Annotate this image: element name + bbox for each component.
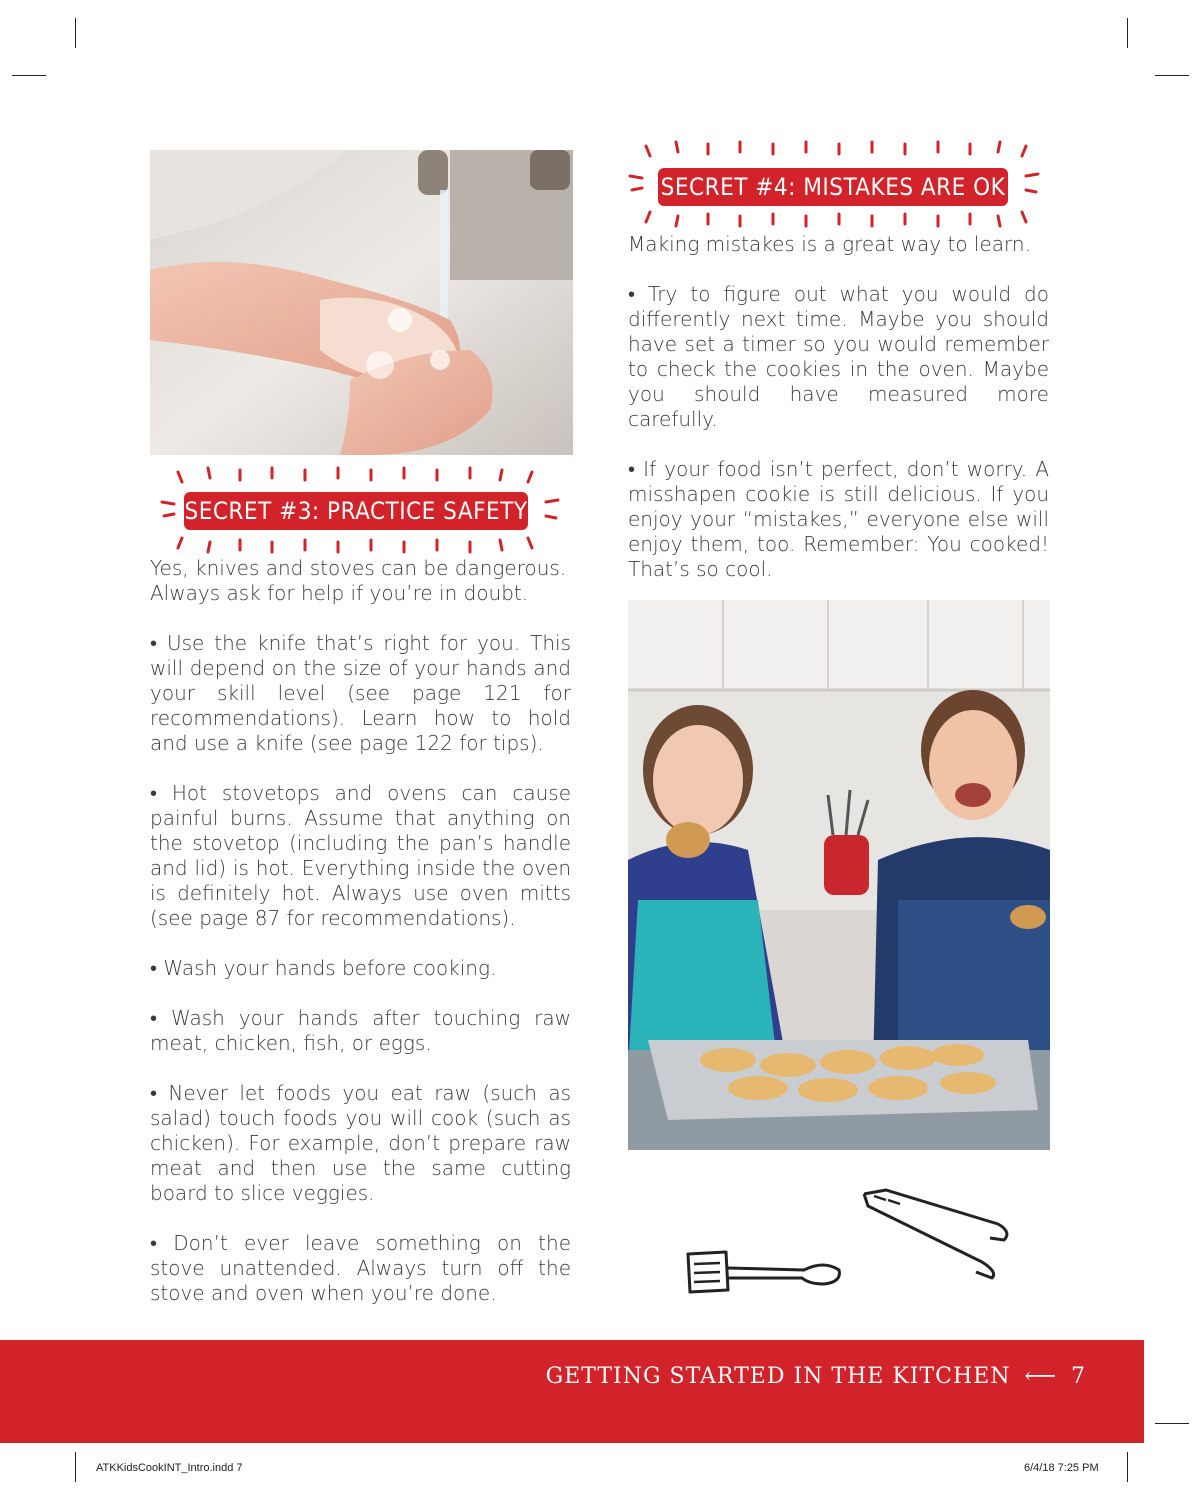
- crop-mark: [1155, 1423, 1189, 1424]
- secret3-tip-knife: • Use the knife that’s right for you. This will depend on the size of your hands and your skill level (see page 121 for recommendations). Learn how to hold and use a knife (see page 122 for tips).: [150, 631, 571, 755]
- crop-mark: [1127, 18, 1128, 48]
- footer-bar: [0, 1340, 1144, 1443]
- secret4-heading-badge: [628, 136, 1040, 232]
- spatula-icon: [684, 1246, 846, 1298]
- secret3-intro: Yes, knives and stoves can be dangerous. Always ask for help if you’re in doubt.: [150, 556, 567, 605]
- running-footer: [546, 1364, 1086, 1389]
- tongs-icon: [858, 1188, 1014, 1280]
- crop-mark: [75, 1452, 76, 1482]
- slug-filename: ATKKidsCookINT_Intro.indd 7: [96, 1462, 243, 1474]
- section-title: GETTING STARTED IN THE KITCHEN: [545, 1364, 1011, 1389]
- secret4-body: [628, 232, 1049, 607]
- arrow-left-icon: ⟵: [1024, 1364, 1057, 1389]
- crop-mark: [1155, 75, 1189, 76]
- secret3-tip-wash-after: • Wash your hands after touching raw meat, chicken, fish, or eggs.: [150, 1006, 571, 1055]
- crop-mark: [1127, 1452, 1128, 1482]
- secret4-intro: Making mistakes is a great way to learn.: [628, 232, 1031, 256]
- slug-timestamp: 6/4/18 7:25 PM: [1024, 1462, 1099, 1474]
- handwashing-photo: [150, 150, 573, 455]
- secret3-body: [150, 556, 571, 1331]
- page-number: 7: [1071, 1364, 1086, 1389]
- crop-mark: [75, 18, 76, 48]
- secret3-tip-raw-foods: • Never let foods you eat raw (such as salad) touch foods you will cook (such as chicken). For example, don’t prepare raw meat and then use the same cutting board to slice veggies.: [150, 1081, 571, 1205]
- secret4-title: SECRET #4: MISTAKES ARE OK: [658, 168, 1008, 206]
- secret4-tip-dont-worry: • If your food isn’t perfect, don’t worry. A misshapen cookie is still delicious. If you enjoy your “mistakes,” everyone else will enjoy them, too. Remember: You cooked! That’s so cool.: [628, 457, 1049, 581]
- secret4-tip-figure-out: • Try to figure out what you would do differently next time. Maybe you should have set a timer so you would remember to check the cookies in the oven. Maybe you should have measured more carefully.: [628, 282, 1049, 431]
- secret3-heading-badge: [160, 462, 560, 558]
- crop-mark: [12, 75, 46, 76]
- secret3-tip-unattended: • Don’t ever leave something on the stove unattended. Always turn off the stove and oven when you’re done.: [150, 1231, 571, 1305]
- secret3-tip-wash-before: • Wash your hands before cooking.: [150, 956, 497, 980]
- kids-cookies-photo: [628, 600, 1050, 1150]
- secret3-tip-burns: • Hot stovetops and ovens can cause painful burns. Assume that anything on the stovetop (including the pan’s handle and lid) is hot. Everything inside the oven is definitely hot. Always use oven mitts (see page 87 for recommendations).: [150, 781, 571, 930]
- secret3-title: SECRET #3: PRACTICE SAFETY: [184, 492, 528, 530]
